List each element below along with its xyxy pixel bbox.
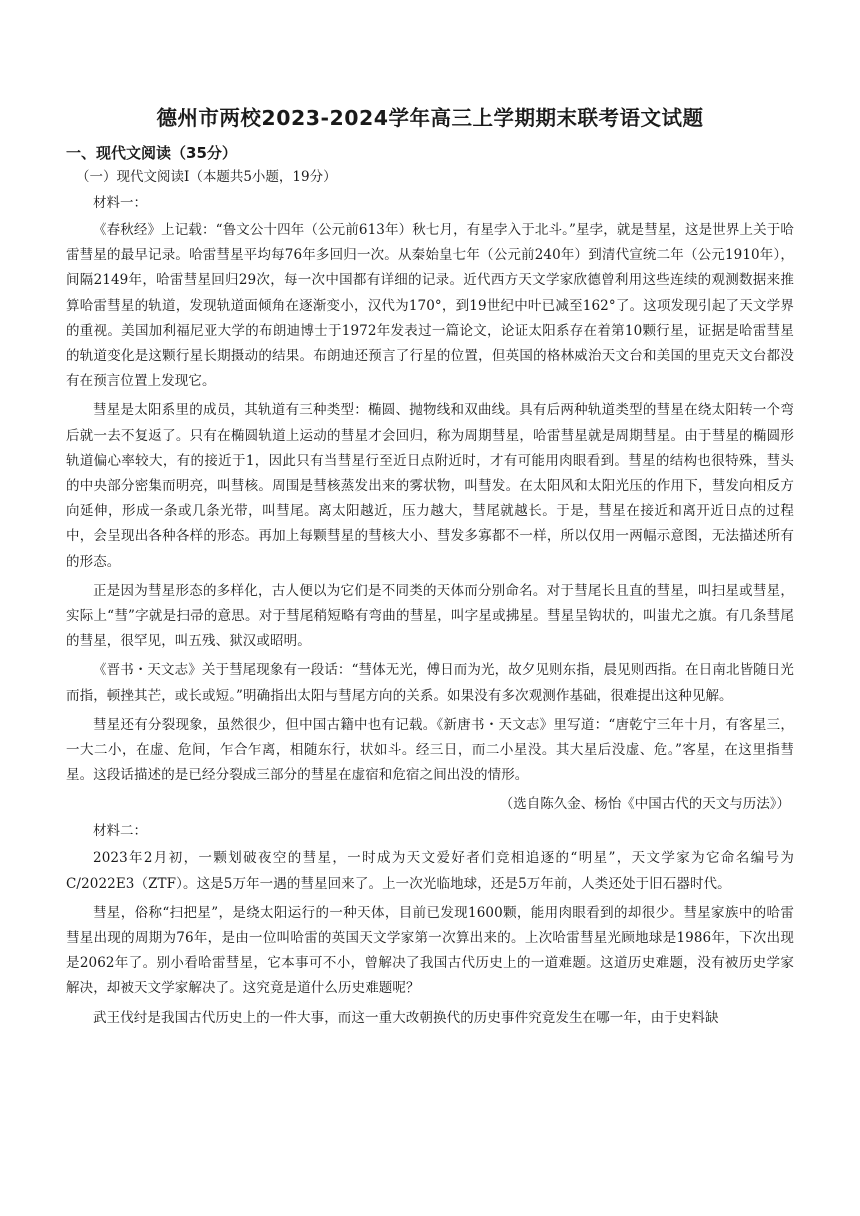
paragraph: 正是因为彗星形态的多样化，古人便以为它们是不同类的天体而分别命名。对于彗尾长且直的彗星，叫扫星或彗星，实际上“彗”字就是扫帚的意思。对于彗尾稍短略有弯曲的彗星，叫字星或拂星。彗星呈钩状的，叫蚩尤之旗。有几条彗尾的彗星，很罕见，叫五残、狱汉或昭明。 <box>66 582 794 650</box>
paragraph: 《晋书・天文志》关于彗尾现象有一段话：“彗体无光，傅日而为光，故夕见则东指，晨见则西指。在日南北皆随日光而指，顿挫其芒，或长或短。”明确指出太阳与彗尾方向的关系。如果没有多次观测作基础，很难提出这种见解。 <box>66 662 794 704</box>
source-citation: （选自陈久金、杨怡《中国古代的天文与历法》） <box>499 796 790 813</box>
paragraph: 武王伐纣是我国古代历史上的一件大事，而这一重大改朝换代的历史事件究竟发生在哪一年，由于史料缺 <box>93 1009 719 1026</box>
paragraph: 彗星还有分裂现象，虽然很少，但中国古籍中也有记载。《新唐书・天文志》里写道：“唐乾宁三年十月，有客星三，一大二小，在虚、危间，乍合乍离，相随东行，状如斗。经三日，而二小星没。其大星后没虚、危。”客星，在这里指彗星。这段话描述的是已经分裂成三部分的彗星在虚宿和危宿之间出没的情形。 <box>66 716 794 784</box>
paragraph: 2023年2月初，一颗划破夜空的彗星，一时成为天文爱好者们竞相追逐的“明星”，天文学家为它命名编号为C/2022E3（ZTF）。这是5万年一遇的彗星回来了。上一次光临地球，还是5万年前，人类还处于旧石器时代。 <box>66 850 794 892</box>
material-label: 材料二： <box>93 823 147 840</box>
material-two <box>66 820 794 1030</box>
paragraph: 《春秋经》上记载：“鲁文公十四年（公元前613年）秋七月，有星孛入于北斗。”星孛，就是彗星，这是世界上关于哈雷彗星的最早记录。哈雷彗星平均每76年多回归一次。从秦始皇七年（公元前240年）到清代宣统二年（公元1910年），间隔2149年，哈雷彗星回归29次，每一次中国都有详细的记录。近代西方天文学家欣德曾利用这些连续的观测数据来推算哈雷彗星的轨道，发现轨道面倾角在逐渐变小，汉代为170°，到19世纪中叶已减至162°了。这项发现引起了天文学界的重视。美国加利福尼亚大学的布朗迪博士于1972年发表过一篇论文，论证太阳系存在着第10颗行星，证据是哈雷彗星的轨道变化是这颗行星长期摄动的结果。布朗迪还预言了行星的位置，但英国的格林威治天文台和美国的里克天文台都没有在预言位置上发现它。 <box>66 222 795 390</box>
paragraph: 彗星，俗称“扫把星”，是绕太阳运行的一种天体，目前已发现1600颗，能用肉眼看到的却很少。彗星家族中的哈雷彗星出现的周期为76年，是由一位叫哈雷的英国天文学家第一次算出来的。上次哈雷彗星光顾地球是1986年，下次出现是2062年了。别小看哈雷彗星，它本事可不小，曾解决了我国古代历史上的一道难题。这道历史难题，没有被历史学家解决，却被天文学家解决了。这究竟是道什么历史难题呢？ <box>66 904 794 997</box>
paragraph: 彗星是太阳系里的成员，其轨道有三种类型：椭圆、抛物线和双曲线。具有后两种轨道类型的彗星在绕太阳转一个弯后就一去不复返了。只有在椭圆轨道上运动的彗星才会回归，称为周期彗星，哈雷彗星就是周期彗星。由于彗星的椭圆形轨道偏心率较大，有的接近于1，因此只有当彗星行至近日点附近时，才有可能用肉眼看到。彗星的结构也很特殊，彗头的中央部分密集而明亮，叫彗核。周围是彗核蒸发出来的雾状物，叫彗发。在太阳风和太阳光压的作用下，彗发向相反方向延伸，形成一条或几条光带，叫彗尾。离太阳越近，压力越大，彗尾就越长。于是，彗星在接近和离开近日点的过程中，会呈现出各种各样的形态。再加上每颗彗星的彗核大小、彗发多寡都不一样，所以仅用一两幅示意图，无法描述所有的形态。 <box>66 402 794 570</box>
page-title: 德州市两校2023-2024学年高三上学期期末联考语文试题 <box>156 106 704 130</box>
subsection-heading: （一）现代文阅读Ⅰ（本题共5小题，19分） <box>76 169 337 185</box>
material-one <box>66 192 794 816</box>
section-heading: 一、现代文阅读（35分） <box>66 144 237 162</box>
material-label: 材料一： <box>93 195 147 211</box>
